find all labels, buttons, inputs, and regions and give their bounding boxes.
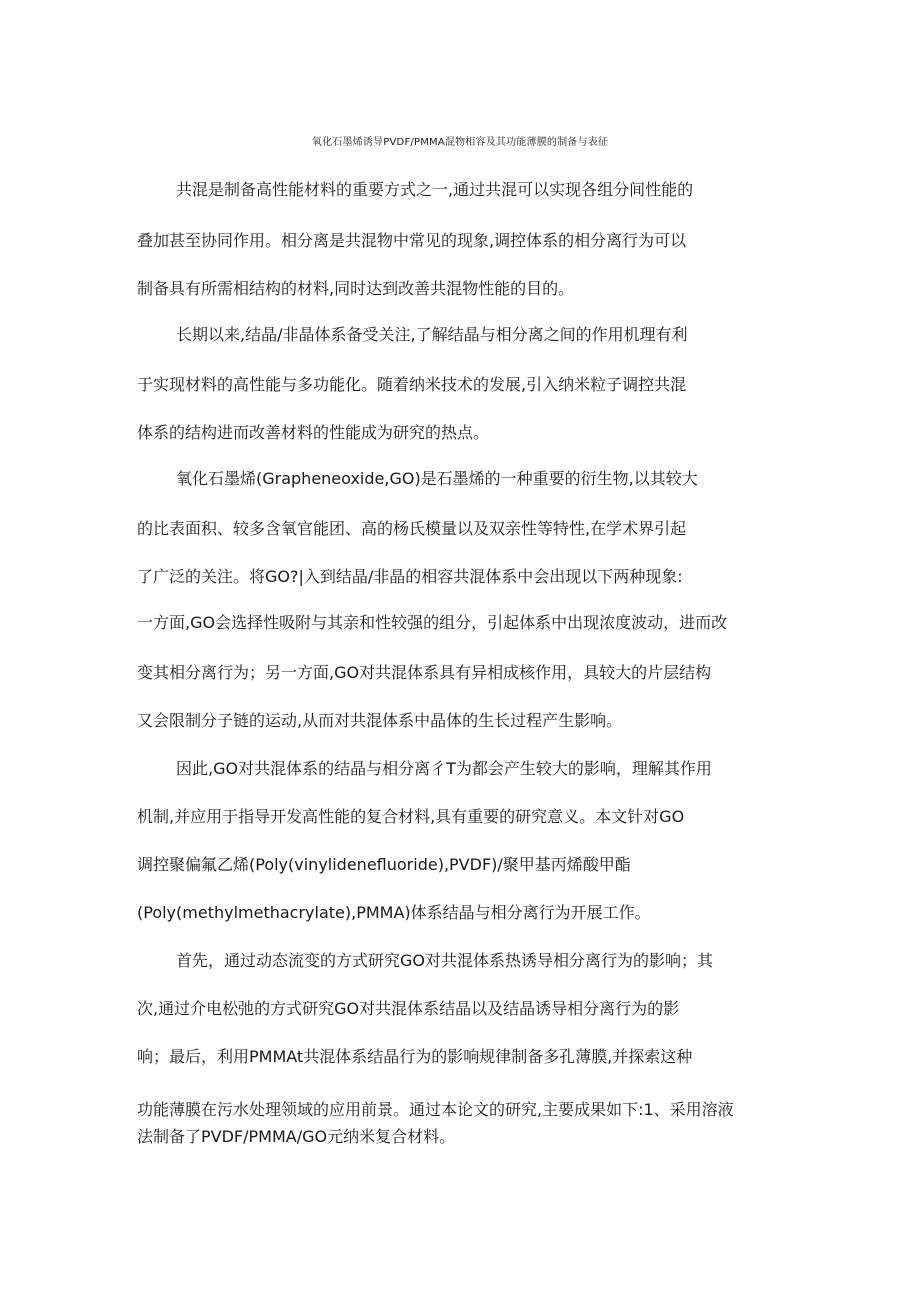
paragraph-line: 一方面,GO会选择性吸附与其亲和性较强的组分，引起体系中出现浓度波动，进而改 <box>137 613 728 632</box>
paragraph-line: 机制,并应用于指导开发高性能的复合材料,具有重要的研究意义。本文针对GO <box>137 807 685 826</box>
paragraph-line: 氧化石墨烯(Grapheneoxide,GO)是石墨烯的一种重要的衍生物,以其较大 <box>176 469 698 488</box>
paragraph-line: 调控聚偏氟乙烯(Poly(vinylidenefluoride),PVDF)/聚甲基丙烯酸甲酯 <box>137 855 631 874</box>
paragraph-line: 法制备了PVDF/PMMA/GO元纳米复合材料。 <box>137 1127 456 1146</box>
paragraph-line: (Poly(methylmethacrylate),PMMA)体系结晶与相分离行为开展工作。 <box>137 903 651 922</box>
paragraph-line: 长期以来,结晶/非晶体系备受关注,了解结晶与相分离之间的作用机理有利 <box>176 325 688 344</box>
paragraph-line: 首先，通过动态流变的方式研究GO对共混体系热诱导相分离行为的影响；其 <box>176 951 713 970</box>
document-title: 氧化石墨烯诱导PVDF/PMMA混物相容及其功能薄膜的制备与表征 <box>311 137 609 148</box>
paragraph-line: 制备具有所需相结构的材料,同时达到改善共混物性能的目的。 <box>137 279 575 298</box>
paragraph-line: 响；最后，利用PMMAt共混体系结晶行为的影响规律制备多孔薄膜,并探索这种 <box>137 1047 693 1066</box>
paragraph-line: 功能薄膜在污水处理领域的应用前景。通过本论文的研究,主要成果如下:1、采用溶液 <box>137 1100 734 1119</box>
paragraph-line: 共混是制备高性能材料的重要方式之一,通过共混可以实现各组分间性能的 <box>176 180 694 199</box>
paragraph-line: 于实现材料的高性能与多功能化。随着纳米技术的发展,引入纳米粒子调控共混 <box>137 375 687 394</box>
paragraph-line: 的比表面积、较多含氧官能团、高的杨氏模量以及双亲性等特性,在学术界引起 <box>137 519 687 538</box>
paragraph-line: 因此,GO对共混体系的结晶与相分离彳T为都会产生较大的影响，理解其作用 <box>176 759 712 778</box>
paragraph-line: 了广泛的关注。将GO?|入到结晶/非晶的相容共混体系中会出现以下两种现象: <box>137 567 683 586</box>
paragraph-line: 叠加甚至协同作用。相分离是共混物中常见的现象,调控体系的相分离行为可以 <box>137 231 687 250</box>
paragraph-line: 又会限制分子链的运动,从而对共混体系中晶体的生长过程产生影响。 <box>137 711 623 730</box>
paragraph-line: 体系的结构进而改善材料的性能成为研究的热点。 <box>137 423 490 442</box>
paragraph-line: 次,通过介电松弛的方式研究GO对共混体系结晶以及结晶诱导相分离行为的影 <box>137 999 680 1018</box>
paragraph-line: 变其相分离行为；另一方面,GO对共混体系具有异相成核作用，具较大的片层结构 <box>137 663 712 682</box>
